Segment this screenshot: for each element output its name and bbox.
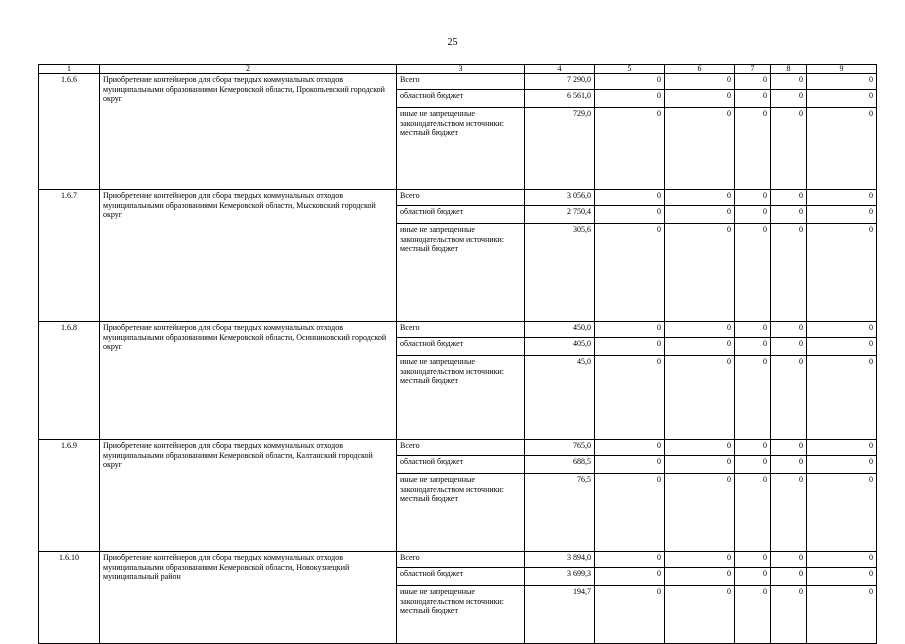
value-cell: 0: [595, 568, 665, 586]
value-cell: 0: [735, 206, 771, 224]
value-cell: 0: [807, 440, 877, 456]
value-cell: 0: [807, 474, 877, 552]
value-cell: 0: [807, 322, 877, 338]
funding-source: Всего: [397, 552, 525, 568]
column-header: 2: [100, 65, 397, 74]
value-cell: 0: [771, 206, 807, 224]
value-cell: 0: [665, 322, 735, 338]
value-cell: 0: [807, 456, 877, 474]
value-cell: 0: [595, 74, 665, 90]
value-cell: 0: [595, 552, 665, 568]
row-name: Приобретение контейнеров для сбора твердых коммунальных отходов муниципальными образованиями Кемеровской области, Мысковский городской округ: [100, 190, 397, 322]
value-cell: 0: [807, 90, 877, 108]
value-cell: 0: [771, 224, 807, 322]
value-cell: 0: [807, 356, 877, 440]
value-cell: 0: [771, 338, 807, 356]
value-cell: 0: [595, 224, 665, 322]
value-cell: 0: [665, 190, 735, 206]
funding-source: Всего: [397, 74, 525, 90]
value-cell: 0: [735, 356, 771, 440]
row-index: 1.6.7: [39, 190, 100, 322]
value-cell: 0: [771, 586, 807, 644]
value-cell: 0: [735, 568, 771, 586]
value-cell: 0: [771, 356, 807, 440]
column-header: 4: [525, 65, 595, 74]
funding-source: Всего: [397, 190, 525, 206]
value-cell: 194,7: [525, 586, 595, 644]
value-cell: 305,6: [525, 224, 595, 322]
value-cell: 0: [771, 90, 807, 108]
value-cell: 0: [735, 552, 771, 568]
value-cell: 0: [595, 108, 665, 190]
value-cell: 765,0: [525, 440, 595, 456]
row-name: Приобретение контейнеров для сбора твердых коммунальных отходов муниципальными образованиями Кемеровской области, Калтанский городской округ: [100, 440, 397, 552]
funding-source: иные не запрещенные законодательством источники: местный бюджет: [397, 586, 525, 644]
value-cell: 0: [735, 456, 771, 474]
value-cell: 0: [771, 440, 807, 456]
column-header: 5: [595, 65, 665, 74]
value-cell: 0: [735, 338, 771, 356]
row-index: 1.6.8: [39, 322, 100, 440]
value-cell: 0: [735, 322, 771, 338]
value-cell: 3 056,0: [525, 190, 595, 206]
value-cell: 0: [807, 224, 877, 322]
value-cell: 0: [665, 456, 735, 474]
row-index: 1.6.9: [39, 440, 100, 552]
value-cell: 6 561,0: [525, 90, 595, 108]
value-cell: 688,5: [525, 456, 595, 474]
funding-source: иные не запрещенные законодательством источники: местный бюджет: [397, 356, 525, 440]
value-cell: 0: [807, 568, 877, 586]
table-row: [39, 440, 877, 456]
value-cell: 0: [771, 456, 807, 474]
value-cell: 0: [735, 586, 771, 644]
column-header: 9: [807, 65, 877, 74]
value-cell: 0: [665, 474, 735, 552]
funding-source: областной бюджет: [397, 456, 525, 474]
value-cell: 0: [665, 568, 735, 586]
value-cell: 3 699,3: [525, 568, 595, 586]
column-header: 3: [397, 65, 525, 74]
row-name: Приобретение контейнеров для сбора твердых коммунальных отходов муниципальными образованиями Кемеровской области, Прокопьевский городской округ: [100, 74, 397, 190]
funding-source: областной бюджет: [397, 206, 525, 224]
funding-source: областной бюджет: [397, 568, 525, 586]
funding-source: областной бюджет: [397, 90, 525, 108]
value-cell: 0: [771, 190, 807, 206]
value-cell: 0: [595, 338, 665, 356]
value-cell: 0: [665, 108, 735, 190]
column-header: 8: [771, 65, 807, 74]
value-cell: 0: [735, 224, 771, 322]
value-cell: 0: [665, 440, 735, 456]
value-cell: 0: [771, 474, 807, 552]
value-cell: 0: [665, 206, 735, 224]
value-cell: 0: [665, 338, 735, 356]
value-cell: 0: [595, 190, 665, 206]
table-row: [39, 552, 877, 568]
value-cell: 0: [595, 322, 665, 338]
value-cell: 2 750,4: [525, 206, 595, 224]
value-cell: 7 290,0: [525, 74, 595, 90]
value-cell: 0: [665, 224, 735, 322]
value-cell: 45,0: [525, 356, 595, 440]
funding-source: Всего: [397, 440, 525, 456]
header-row: [39, 65, 877, 74]
funding-source: Всего: [397, 322, 525, 338]
value-cell: 0: [595, 440, 665, 456]
table-row: [39, 74, 877, 90]
value-cell: 0: [807, 552, 877, 568]
value-cell: 0: [771, 74, 807, 90]
row-index: 1.6.6: [39, 74, 100, 190]
column-header: 6: [665, 65, 735, 74]
value-cell: 0: [735, 108, 771, 190]
value-cell: 0: [771, 552, 807, 568]
table-body: [39, 65, 877, 644]
table-row: [39, 322, 877, 338]
table-row: [39, 190, 877, 206]
value-cell: 450,0: [525, 322, 595, 338]
value-cell: 0: [807, 190, 877, 206]
value-cell: 0: [771, 322, 807, 338]
value-cell: 405,0: [525, 338, 595, 356]
value-cell: 76,5: [525, 474, 595, 552]
value-cell: 0: [735, 440, 771, 456]
column-header: 7: [735, 65, 771, 74]
value-cell: 0: [735, 90, 771, 108]
funding-source: иные не запрещенные законодательством источники: местный бюджет: [397, 108, 525, 190]
funding-source: областной бюджет: [397, 338, 525, 356]
value-cell: 0: [735, 74, 771, 90]
value-cell: 0: [735, 474, 771, 552]
budget-table: [38, 64, 877, 644]
value-cell: 0: [735, 190, 771, 206]
value-cell: 0: [665, 552, 735, 568]
value-cell: 0: [665, 90, 735, 108]
value-cell: 0: [595, 474, 665, 552]
value-cell: 0: [665, 586, 735, 644]
value-cell: 0: [595, 206, 665, 224]
row-name: Приобретение контейнеров для сбора твердых коммунальных отходов муниципальными образованиями Кемеровской области, Осинниковский городской округ: [100, 322, 397, 440]
value-cell: 0: [595, 356, 665, 440]
value-cell: 0: [595, 90, 665, 108]
value-cell: 0: [595, 586, 665, 644]
value-cell: 0: [665, 356, 735, 440]
value-cell: 3 894,0: [525, 552, 595, 568]
row-index: 1.6.10: [39, 552, 100, 644]
funding-source: иные не запрещенные законодательством источники: местный бюджет: [397, 224, 525, 322]
value-cell: 729,0: [525, 108, 595, 190]
value-cell: 0: [807, 338, 877, 356]
page-number: 25: [447, 37, 458, 48]
value-cell: 0: [665, 74, 735, 90]
value-cell: 0: [595, 456, 665, 474]
value-cell: 0: [807, 108, 877, 190]
value-cell: 0: [807, 74, 877, 90]
funding-source: иные не запрещенные законодательством источники: местный бюджет: [397, 474, 525, 552]
value-cell: 0: [807, 206, 877, 224]
value-cell: 0: [771, 108, 807, 190]
value-cell: 0: [771, 568, 807, 586]
row-name: Приобретение контейнеров для сбора твердых коммунальных отходов муниципальными образованиями Кемеровской области, Новокузнецкий муниципальный район: [100, 552, 397, 644]
value-cell: 0: [807, 586, 877, 644]
column-header: 1: [39, 65, 100, 74]
